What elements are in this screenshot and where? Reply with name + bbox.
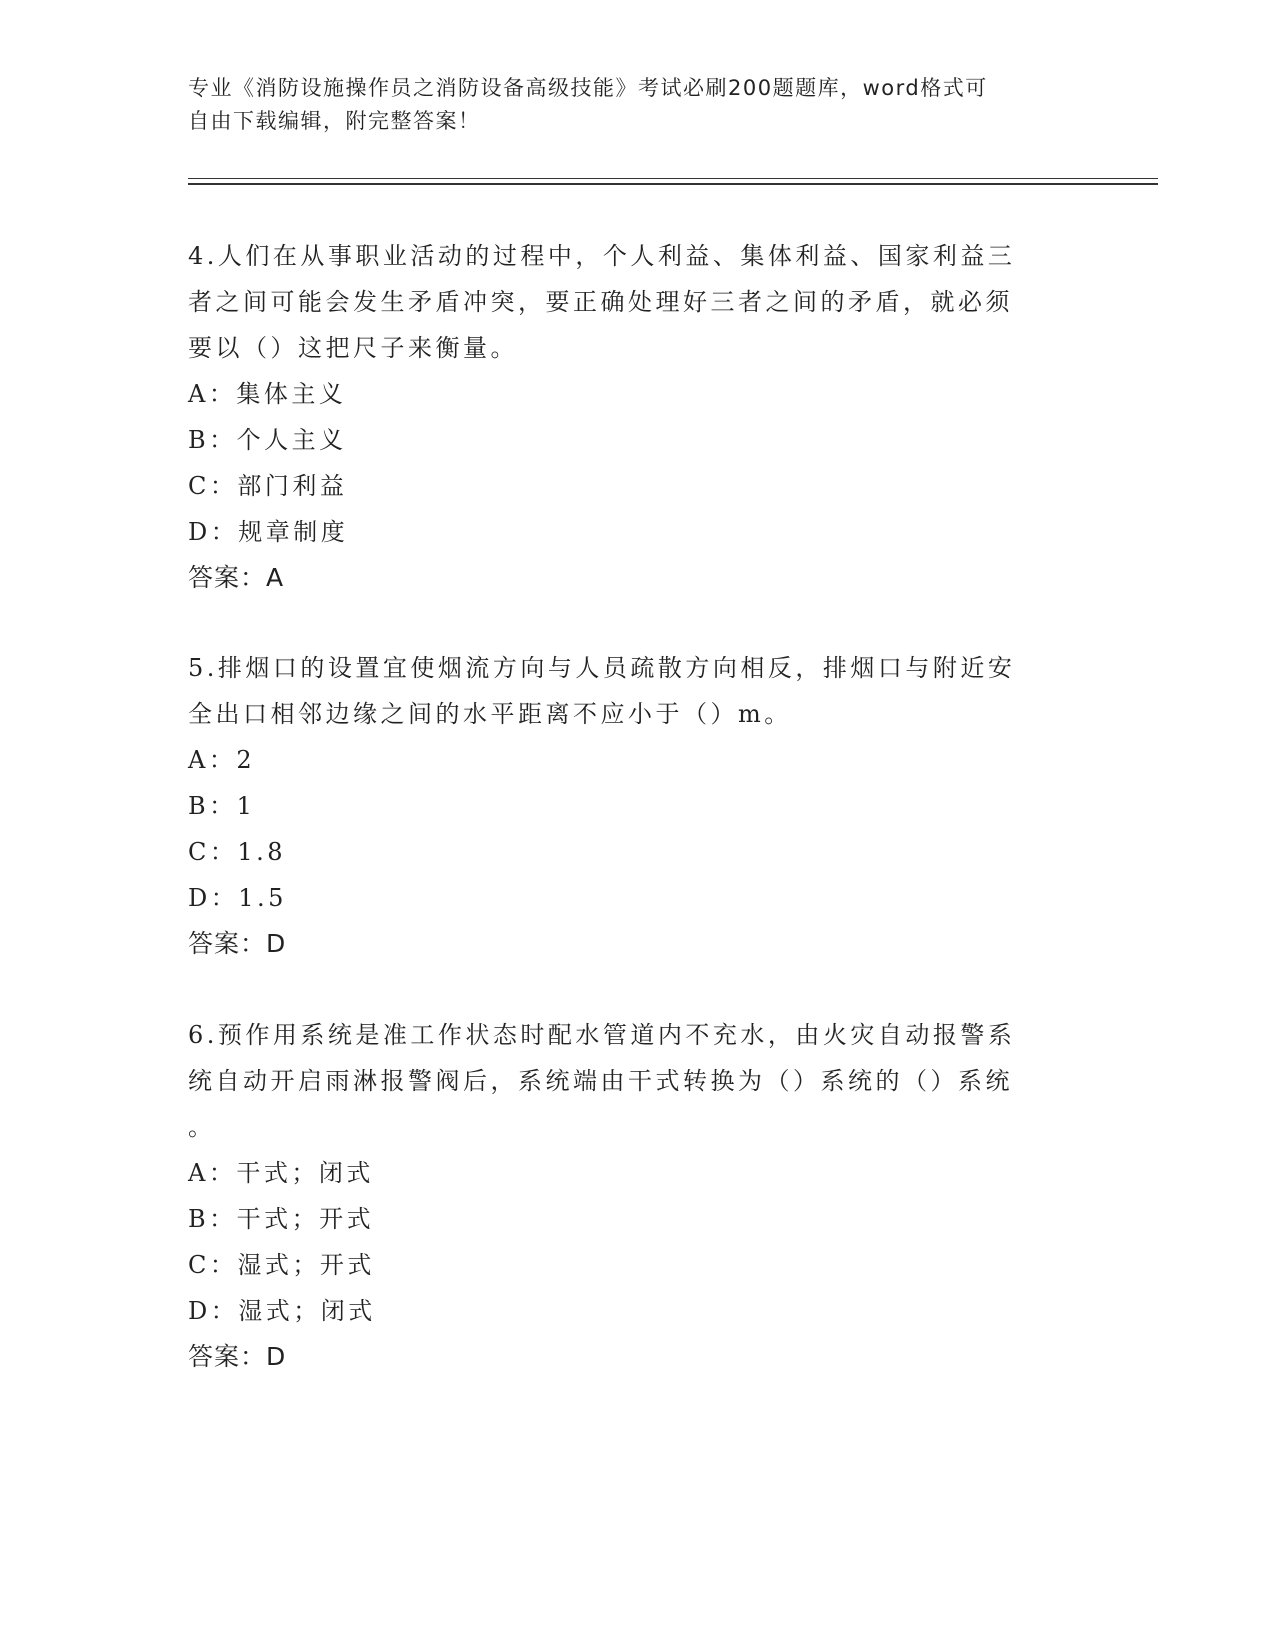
option-c: C：部门利益	[188, 472, 348, 500]
question-stem-line: 6.预作用系统是准工作状态时配水管道内不充水，由火灾自动报警系	[188, 1021, 1016, 1049]
header-line-2: 自由下载编辑，附完整答案！	[188, 109, 481, 133]
question-stem-line: 5.排烟口的设置宜使烟流方向与人员疏散方向相反，排烟口与附近安	[188, 654, 1016, 682]
option-b: B：个人主义	[188, 426, 347, 454]
question-6	[188, 1012, 1068, 1380]
answer-line: 答案：D	[188, 929, 287, 958]
option-d: D：规章制度	[188, 518, 349, 546]
question-stem-line: 全出口相邻边缘之间的水平距离不应小于（）m。	[188, 700, 792, 728]
option-b: B：干式；开式	[188, 1205, 375, 1233]
option-a: A：2	[188, 746, 256, 774]
question-stem-line: 者之间可能会发生矛盾冲突，要正确处理好三者之间的矛盾，就必须	[188, 288, 1013, 316]
question-4	[188, 233, 1068, 601]
option-b: B：1	[188, 792, 256, 820]
answer-line: 答案：D	[188, 1342, 287, 1371]
question-5	[188, 645, 1068, 967]
answer-line: 答案：A	[188, 563, 285, 592]
header-divider-thick	[188, 183, 1158, 185]
header-divider-thin	[188, 178, 1158, 179]
question-stem-line: 。	[188, 1113, 216, 1141]
option-c: C：1.8	[188, 838, 287, 866]
option-d: D：湿式；闭式	[188, 1297, 376, 1325]
document-header	[188, 72, 1068, 138]
question-stem-line: 要以（）这把尺子来衡量。	[188, 334, 518, 362]
option-d: D：1.5	[188, 884, 287, 912]
question-stem-line: 4.人们在从事职业活动的过程中，个人利益、集体利益、国家利益三	[188, 242, 1016, 270]
option-a: A：集体主义	[188, 380, 347, 408]
option-c: C：湿式；开式	[188, 1251, 375, 1279]
option-a: A：干式；闭式	[188, 1159, 374, 1187]
question-stem-line: 统自动开启雨淋报警阀后，系统端由干式转换为（）系统的（）系统	[188, 1067, 1013, 1095]
header-line-1: 专业《消防设施操作员之消防设备高级技能》考试必刷200题题库，word格式可	[188, 76, 988, 100]
